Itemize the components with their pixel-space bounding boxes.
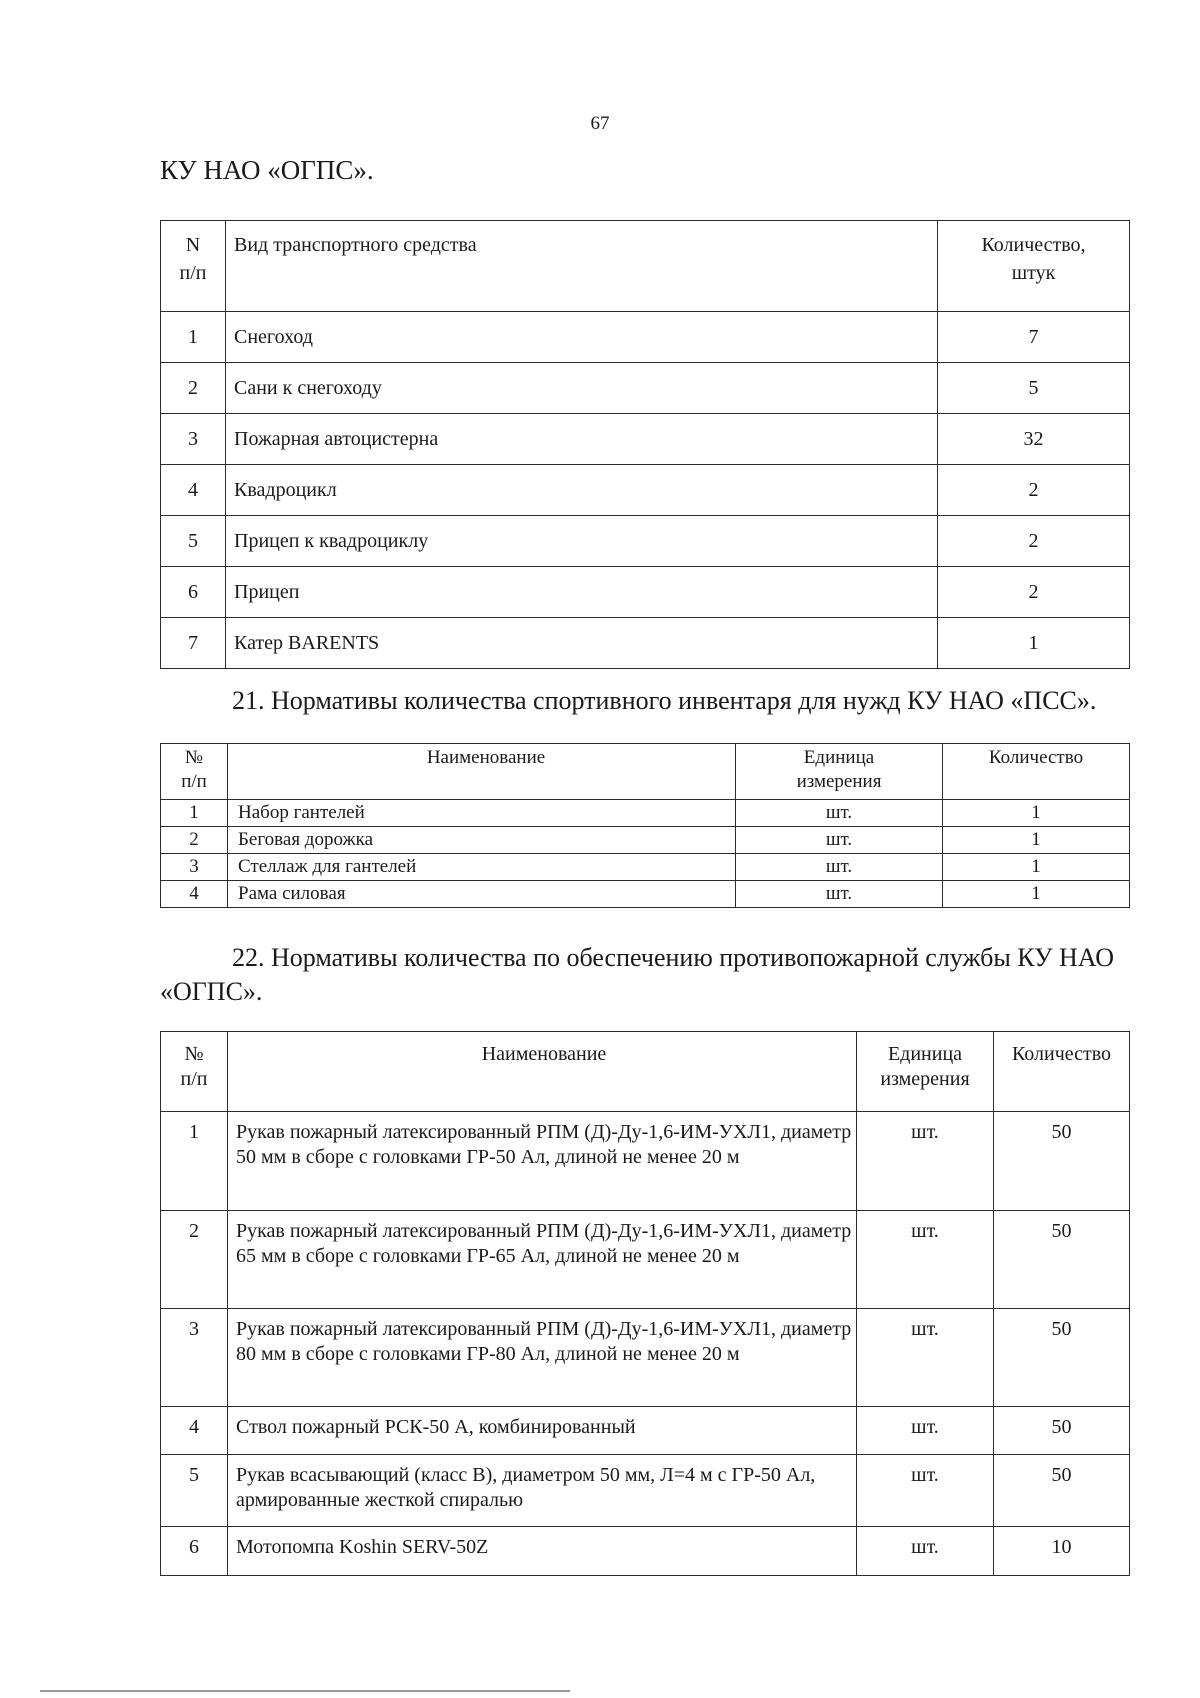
row-num: 7 [161,618,226,669]
row-name: Прицеп к квадроциклу [226,516,938,567]
header-unit-label: Единица измерения [796,747,882,792]
row-num: 5 [161,516,226,567]
row-unit: шт. [857,1112,994,1211]
row-name: Пожарная автоцистерна [226,414,938,465]
row-num: 1 [161,1112,228,1211]
row-num: 4 [161,881,228,908]
table-row [161,312,1130,363]
row-num: 2 [161,1211,228,1309]
row-qty: 1 [943,881,1130,908]
table-row [161,465,1130,516]
row-name: Катер BARENTS [226,618,938,669]
row-num: 4 [161,465,226,516]
table-row [161,854,1130,881]
row-qty: 2 [938,567,1130,618]
header-name-label: Наименование [426,747,546,768]
table-header-row [161,744,1130,800]
table-row [161,618,1130,669]
row-qty: 1 [943,854,1130,881]
header-vehicle-type [226,221,938,312]
header-unit [857,1032,994,1112]
row-unit: шт. [736,827,943,854]
row-name: Снегоход [226,312,938,363]
row-qty: 1 [943,827,1130,854]
table-row [161,800,1130,827]
row-name: Квадроцикл [226,465,938,516]
intro-line: КУ НАО «ОГПС». [160,155,374,185]
scan-artifact-line [40,1690,570,1692]
row-qty: 1 [943,800,1130,827]
row-qty: 32 [938,414,1130,465]
row-name: Рукав пожарный латексированный РПМ (Д)-Ду-1,6-ИМ-УХЛ1, диаметр 65 мм в сборе с головками ГР-65 Ал, длиной не менее 20 м [228,1211,857,1309]
row-name: Рукав всасывающий (класс В), диаметром 50 мм, Л=4 м с ГР-50 Ал, армированные жесткой спиралью [228,1455,857,1527]
header-num [161,221,226,312]
row-unit: шт. [857,1407,994,1455]
fire-service-table [160,1031,1130,1576]
header-quantity [943,744,1130,800]
table-row [161,414,1130,465]
header-num [161,744,228,800]
row-name: Ствол пожарный РСК-50 А, комбинированный [228,1407,857,1455]
table-header-row [161,1032,1130,1112]
row-unit: шт. [857,1527,994,1576]
table-row [161,567,1130,618]
header-name [228,744,736,800]
row-qty: 2 [938,516,1130,567]
table-row [161,1211,1130,1309]
header-num-label: N п/п [179,234,207,284]
row-unit: шт. [857,1309,994,1407]
row-unit: шт. [857,1211,994,1309]
header-num-label: № п/п [180,1043,208,1090]
header-name-label: Наименование [481,1043,607,1065]
row-qty: 7 [938,312,1130,363]
sports-equipment-table [160,743,1130,908]
header-quantity [994,1032,1130,1112]
header-quantity [938,221,1130,312]
row-qty: 50 [994,1407,1130,1455]
table-row [161,881,1130,908]
row-num: 6 [161,1527,228,1576]
row-qty: 50 [994,1211,1130,1309]
row-name: Набор гантелей [228,800,736,827]
table-row [161,1407,1130,1455]
header-quantity-label: Количество, штук [981,234,1086,284]
header-num [161,1032,228,1112]
table-row [161,827,1130,854]
row-num: 4 [161,1407,228,1455]
section-heading-21: 21. Нормативы количества спортивного инвентаря для нужд КУ НАО «ПСС». [232,686,1097,715]
header-unit-label: Единица измерения [880,1043,970,1090]
row-name: Рама силовая [228,881,736,908]
table-row [161,363,1130,414]
row-num: 2 [161,827,228,854]
row-name: Прицеп [226,567,938,618]
header-quantity-label: Количество [1011,1043,1112,1065]
vehicles-table [160,220,1130,669]
table-row [161,1112,1130,1211]
header-quantity-label: Количество [988,747,1084,768]
section-heading-22: 22. Нормативы количества по обеспечению противопожарной службы КУ НАО «ОГПС». [160,943,1115,1006]
table-header-row [161,221,1130,312]
row-qty: 50 [994,1455,1130,1527]
row-num: 1 [161,800,228,827]
row-qty: 2 [938,465,1130,516]
row-num: 1 [161,312,226,363]
row-qty: 50 [994,1309,1130,1407]
row-num: 5 [161,1455,228,1527]
table-row [161,1455,1130,1527]
row-qty: 5 [938,363,1130,414]
header-name [228,1032,857,1112]
row-unit: шт. [736,854,943,881]
row-unit: шт. [736,800,943,827]
row-name: Мотопомпа Koshin SERV-50Z [228,1527,857,1576]
row-name: Сани к снегоходу [226,363,938,414]
row-name: Рукав пожарный латексированный РПМ (Д)-Ду-1,6-ИМ-УХЛ1, диаметр 80 мм в сборе с головками ГР-80 Ал, длиной не менее 20 м [228,1309,857,1407]
row-unit: шт. [736,881,943,908]
row-num: 3 [161,1309,228,1407]
header-num-label: № п/п [181,747,207,792]
row-name: Рукав пожарный латексированный РПМ (Д)-Ду-1,6-ИМ-УХЛ1, диаметр 50 мм в сборе с головками ГР-50 Ал, длиной не менее 20 м [228,1112,857,1211]
row-num: 3 [161,854,228,881]
header-unit [736,744,943,800]
row-qty: 50 [994,1112,1130,1211]
header-vehicle-type-label: Вид транспортного средства [234,234,477,256]
row-num: 6 [161,567,226,618]
row-num: 2 [161,363,226,414]
row-qty: 10 [994,1527,1130,1576]
row-name: Стеллаж для гантелей [228,854,736,881]
table-row [161,1309,1130,1407]
row-name: Беговая дорожка [228,827,736,854]
table-row [161,516,1130,567]
row-qty: 1 [938,618,1130,669]
page-number: 67 [590,113,610,134]
table-row [161,1527,1130,1576]
row-num: 3 [161,414,226,465]
row-unit: шт. [857,1455,994,1527]
